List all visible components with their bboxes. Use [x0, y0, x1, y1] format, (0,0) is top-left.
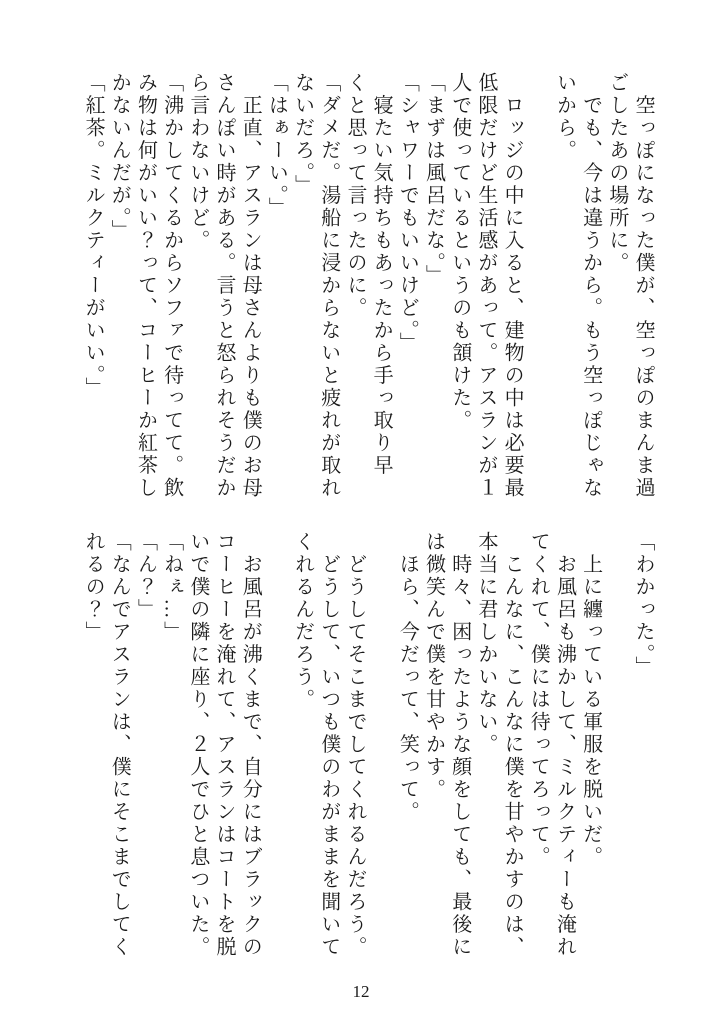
text-column: 空っぽになった僕が、空っぽのまんま過 [632, 72, 654, 500]
text-column: お風呂が沸くまで、自分にはブラックの [239, 531, 262, 959]
text-column: 「ダメだ。湯船に浸からないと疲れが取れ [317, 72, 340, 500]
text-column [263, 531, 289, 961]
text-column: どうしてそこまでしてくれるんだろう。 [343, 531, 366, 959]
text-column: ごしたあの場所に。 [605, 72, 628, 275]
text-column: 「まずは風呂だな。」 [422, 72, 445, 287]
text-column: いから。 [553, 72, 576, 162]
page-number: 12 [352, 982, 370, 1001]
text-column: は微笑んで僕を甘やかす。 [422, 531, 445, 801]
text-column: ら言わないけど。 [186, 72, 209, 252]
text-column: ほら、今だって、笑って。 [396, 531, 419, 824]
text-column [368, 531, 394, 961]
text-column: 正直、アスランは母さんよりも僕のお母 [239, 72, 262, 500]
text-column: 「紅茶。ミルクティーがいい。」 [82, 72, 105, 400]
text-column: 「ん？」 [134, 531, 157, 621]
upper-text-block [80, 72, 656, 502]
text-column: てくれて、僕には待ってろって。 [527, 531, 550, 869]
text-column: でも、今は違うから。もう空っぽじゃな [579, 72, 602, 500]
text-column: 人で使っているというのも頷けた。 [448, 72, 471, 432]
text-column: み物は何がいい？って、コーヒーか紅茶し [134, 72, 157, 500]
lower-text-block [80, 531, 656, 961]
text-column: かないんだが。」 [108, 72, 131, 242]
text-column: 「はぁーい。」 [265, 72, 288, 220]
text-column: 上に纏っている軍服を脱いだ。 [579, 531, 602, 869]
text-column: ないだろ。」 [291, 72, 314, 197]
text-column: れるの？」 [82, 531, 105, 644]
text-column: 寝たい気持ちもあったから手っ取り早 [370, 72, 393, 477]
text-column: こんなに、こんなに僕を甘やかすのは、 [501, 531, 524, 959]
text-column: 「沸かしてくるからソファで待ってて。飲 [160, 72, 183, 500]
text-column: お風呂も沸かして、ミルクティーも淹れ [553, 531, 576, 959]
text-column: くと思って言ったのに。 [343, 72, 366, 320]
text-column: コーヒーを淹れて、アスランはコートを脱 [213, 531, 235, 959]
text-column: いで僕の隣に座り、２人でひと息ついた。 [186, 531, 209, 959]
text-column: 低限だけど生活感があって。アスランが１ [474, 72, 497, 500]
text-column: 「ねぇ…」 [160, 531, 183, 644]
text-column [604, 531, 630, 961]
text-column: さんぽい時がある。言うと怒られそうだか [213, 72, 235, 500]
text-column: 「シャワーでもいいけど。」 [396, 72, 419, 355]
text-column: ロッジの中に入ると、建物の中は必要最 [501, 72, 524, 500]
text-column: どうして、いつも僕のわがままを聞いて [317, 531, 340, 959]
text-column: 本当に君しかいない。 [474, 531, 497, 756]
text-column: 時々、困ったような顔をしても、最後に [448, 531, 471, 959]
text-column: 「なんでアスランは、僕にそこまでしてく [108, 531, 131, 959]
text-column: 「わかった。」 [632, 531, 654, 679]
text-column: くれるんだろう。 [291, 531, 314, 711]
text-column [525, 72, 551, 502]
